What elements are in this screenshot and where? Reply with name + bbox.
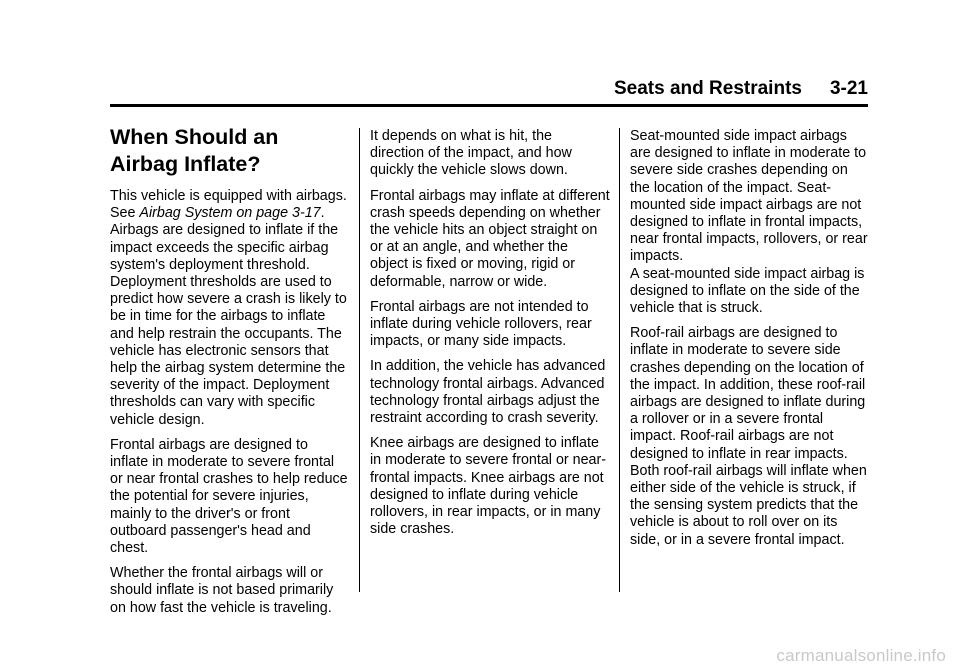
- paragraph: Frontal airbags are designed to inflate in moderate to severe frontal or near frontal crashes to help reduce the potential for severe injuries, mainly to the driver's or front outboard passenger's head and chest.: [110, 436, 348, 557]
- watermark: carmanualsonline.info: [776, 646, 946, 665]
- header-rule: [110, 104, 868, 107]
- column-2: [370, 128, 610, 546]
- column-divider: [359, 128, 360, 592]
- paragraph: It depends on what is hit, the direction of the impact, and how quickly the vehicle slows down.: [370, 128, 572, 179]
- section-heading: When Should an Airbag Inflate?: [110, 125, 279, 176]
- paragraph: Whether the frontal airbags will or should inflate is not based primarily on how fast the vehicle is traveling.: [110, 565, 334, 616]
- column-3: [630, 128, 870, 557]
- section-title: Seats and Restraints: [614, 78, 802, 99]
- page-header: [110, 78, 868, 100]
- page-number: 3-21: [829, 78, 868, 99]
- paragraph: In addition, the vehicle has advanced technology frontal airbags. Advanced technology frontal airbags adjust the restraint according to crash severity.: [370, 358, 606, 427]
- paragraph: This vehicle is equipped with airbags. See Airbag System on page 3-17. Airbags are designed to inflate if the impact exceeds the specific airbag system's deployment threshold. Deployment thresholds are used to predict how severe a crash is likely to be in time for the airbags to inflate and help restrain the occupants. The vehicle has electronic sensors that help the airbag system determine the severity of the impact. Deployment thresholds can vary with specific vehicle design.: [110, 188, 347, 428]
- paragraph: Frontal airbags are not intended to inflate during vehicle rollovers, rear impacts, or many side impacts.: [370, 298, 592, 350]
- paragraph: Frontal airbags may inflate at different crash speeds depending on whether the vehicle hits an object straight on or at an angle, and whether the object is fixed or moving, rigid or deformable, narrow or wide.: [370, 187, 610, 290]
- paragraph: Roof-rail airbags are designed to inflate in moderate to severe side crashes depending on the location of the impact. In addition, these roof-rail airbags are designed to inflate during a rollover or in a severe frontal impact. Roof-rail airbags are not designed to inflate in rear impacts. Both roof-rail airbags will inflate when either side of the vehicle is struck, if the sensing system predicts that the vehicle is about to roll over on its side, or in a severe frontal impact.: [630, 325, 867, 548]
- paragraph: A seat-mounted side impact airbag is designed to inflate on the side of the vehicle that is struck.: [630, 265, 865, 317]
- paragraph: Knee airbags are designed to inflate in moderate to severe frontal or near-frontal impacts. Knee airbags are not designed to inflate during vehicle rollovers, in rear impacts, or in many side crashes.: [370, 435, 607, 538]
- column-1: [110, 124, 350, 625]
- column-divider: [619, 128, 620, 592]
- cross-reference-link[interactable]: Airbag System on page 3-17: [139, 205, 321, 222]
- paragraph: Seat-mounted side impact airbags are designed to inflate in moderate to severe side crashes depending on the location of the impact. Seat-mounted side impact airbags are not designed to inflate in frontal impacts, near frontal impacts, rollovers, or rear impacts.: [630, 128, 868, 265]
